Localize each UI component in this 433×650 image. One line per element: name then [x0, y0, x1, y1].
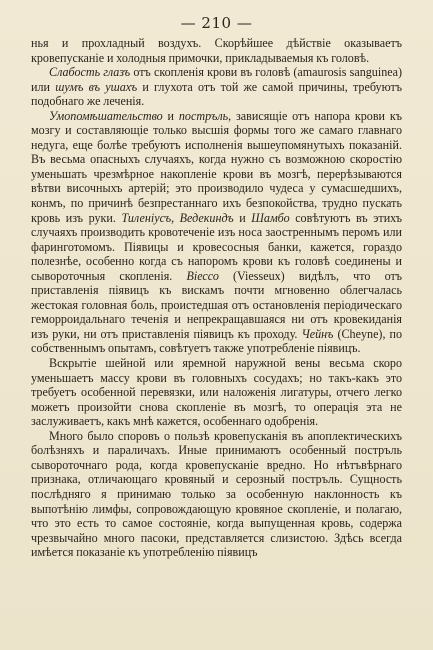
text-run: и — [162, 108, 179, 123]
italic-text: Шамбо — [251, 210, 290, 225]
paragraph — [31, 36, 402, 65]
text-run: совѣтуютъ въ этихъ случаяхъ производить кровотеченіе изъ носа заостреннымъ перомъ или фаринготомомъ. Піявицы и кровесосныя банки, кажется, гораздо полезнѣе, особенно когда съ напоромъ крови къ головѣ соединены и сывороточныя скопленія. — [31, 210, 403, 283]
text-run: (Cheyne), по собственнымъ опытамъ, совѣтуетъ также употребленіе піявицъ. — [31, 326, 402, 356]
paragraph — [31, 429, 402, 560]
text-run: (Viesseux) видѣлъ, что отъ приставленія піявицъ къ вискамъ почти мгновенно облегчалась жестокая головная боль, проистедшая отъ остановленія періодическаго геморроидальнаго теченія и непрекращавшаяся ни отъ кровекиданія изъ руки, ни отъ приставленія піявицъ къ проходу. — [31, 268, 402, 341]
italic-text: Чейнъ — [301, 326, 334, 341]
text-run: отъ скопленія крови въ головѣ (amaurosis sanguinea) или — [31, 65, 403, 94]
page-text — [31, 36, 402, 560]
text-run: нья и прохладный воздухъ. Скорѣйшее дѣйствіе оказываетъ кровепусканіе и холодныя примочки, прикладываемыя къ головѣ. — [31, 36, 402, 65]
text-run: Вскрытіе шейной или яремной наружной вены весьма скоро уменьшаетъ массу крови въ головныхъ сосудахъ; но такъ-какъ это требуетъ особенной перевязки, или наложенія лигатуры, отчего легко можетъ произойти снова скопленіе въ мозгѣ, то операція эта не заслуживаетъ, какъ мнѣ кажется, особеннаго одобренія. — [31, 356, 402, 429]
italic-text: Віессо — [186, 268, 219, 283]
paragraph — [31, 109, 402, 356]
italic-text: Тиленіусъ, Ведекиндъ — [121, 210, 234, 225]
page-number: — 210 — — [180, 14, 253, 32]
italic-text: Умопомѣшательство — [49, 108, 163, 123]
italic-text: Слабость глазъ — [49, 65, 131, 80]
italic-text: постръль — [178, 108, 229, 123]
text-run: и глухота отъ той же самой причины, требуютъ подобнаго же леченія. — [31, 79, 402, 109]
text-run: , зависящіе отъ напора крови къ мозгу и составляющіе только высшія формы того же самаго главнаго недуга, еще болѣе требуютъ исполненія вышеупомянутыхъ показаній. Въ весьма опасныхъ случаяхъ, когда нужно съ возможною скоростію уменьшать чрезмѣрное накопленіе крови въ мозгѣ, перерѣзываются вѣтви височныхъ артерій; это производило чудеса у сумасшедшихъ, конмъ, по причинѣ безпрестаннаго ихъ безпокойства, трудно пускать кровь изъ руки. — [31, 108, 402, 225]
paragraph — [31, 356, 402, 429]
text-run: и — [233, 210, 252, 225]
paragraph — [31, 65, 402, 109]
text-run: Много было споровъ о пользѣ кровепусканія въ апоплектическихъ болѣзняхъ и параличахъ. Иные принимаютъ особенный постръль сывороточнаго рода, когда кровепусканіе вредно. Но нѣтъвѣрнаго признака, отличающаго кровяный и серозный постръль. Сущность послѣдняго я принимаю только за особенную наклонность къ выпотѣнію лимфы, сопровождающую кровяное скопленіе, и полагаю, что это есть то самое состояніе, когда выпущенная кровь, содержа чрезвычайно много пасоки, представляется слизистою. Здѣсь всегда имѣется показаніе къ употребленію піявицъ — [31, 428, 402, 560]
italic-text: шумъ въ ушахъ — [55, 79, 138, 94]
